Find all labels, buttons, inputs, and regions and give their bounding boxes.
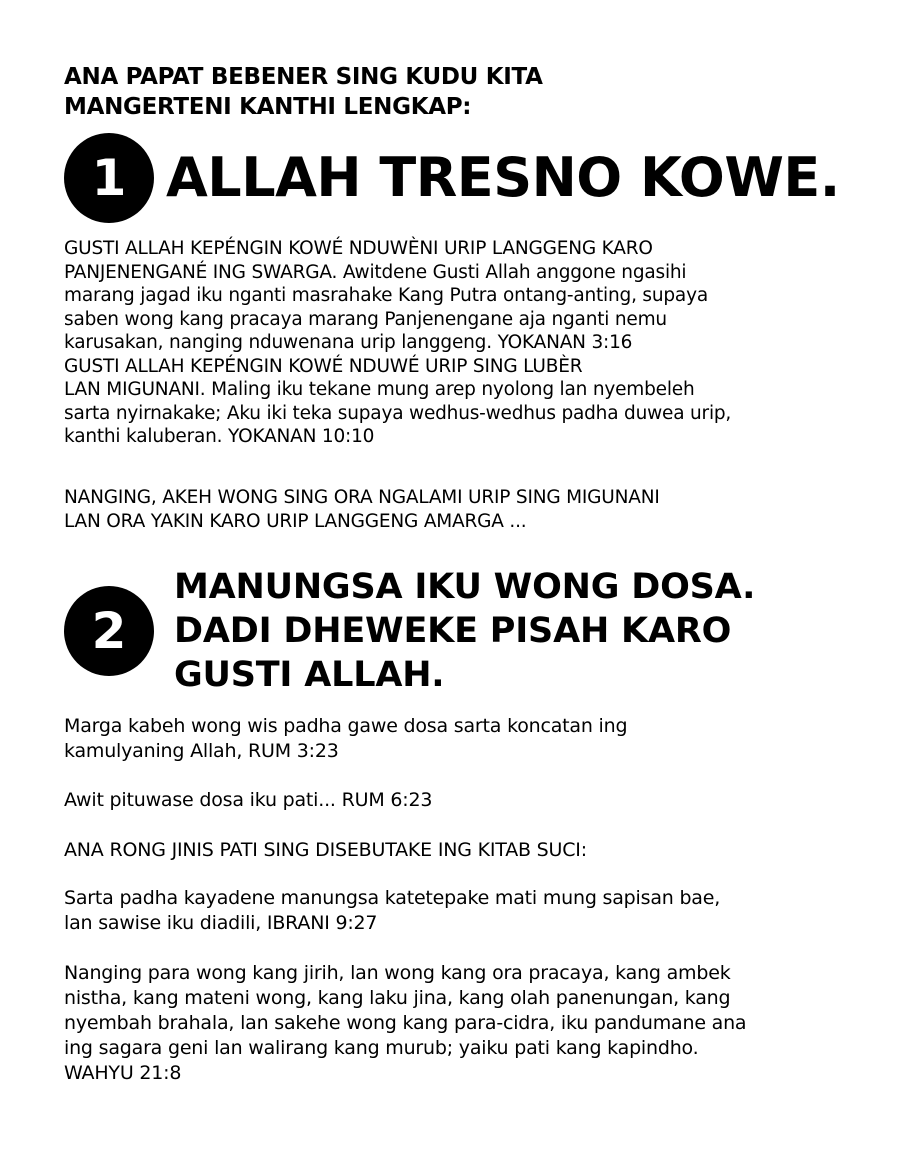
- paragraph-line: nistha, kang mateni wong, kang laku jina, kang olah panenungan, kang: [64, 987, 731, 1009]
- section-1-body: [64, 237, 854, 449]
- number-badge-2: 2: [64, 586, 154, 676]
- title-line: MANUNGSA IKU WONG DOSA.: [174, 567, 756, 607]
- section-2-paragraph-3: [64, 838, 854, 863]
- closing-line: NANGING, AKEH WONG SING ORA NGALAMI URIP SING MIGUNANI: [64, 487, 660, 508]
- paragraph-line: lan sawise iku diadili, IBRANI 9:27: [64, 912, 378, 934]
- body-line: sarta nyirnakake; Aku iki teka supaya wedhus-wedhus padha duwea urip,: [64, 402, 732, 424]
- section-1-title: ALLAH TRESNO KOWE.: [166, 146, 840, 209]
- paragraph-line: Awit pituwase dosa iku pati... RUM 6:23: [64, 789, 433, 811]
- section-2-header: [64, 565, 755, 697]
- body-line: GUSTI ALLAH KEPÉNGIN KOWÉ NDUWÈNI URIP LANGGENG KARO: [64, 238, 653, 259]
- paragraph-line: WAHYU 21:8: [64, 1062, 182, 1084]
- body-line: karusakan, nanging nduwenana urip langgeng. YOKANAN 3:16: [64, 332, 633, 353]
- intro-heading: [64, 62, 844, 122]
- paragraph-line: nyembah brahala, lan sakehe wong kang para-cidra, iku pandumane ana: [64, 1012, 747, 1034]
- body-line: PANJENENGANÉ ING SWARGA. Awitdene Gusti Allah anggone ngasihi: [64, 261, 687, 283]
- body-line: kanthi kaluberan. YOKANAN 10:10: [64, 426, 375, 447]
- section-2-paragraph-5: [64, 961, 854, 1086]
- body-line: GUSTI ALLAH KEPÉNGIN KOWÉ NDUWÉ URIP SING LUBÈR: [64, 355, 583, 377]
- section-2-paragraph-4: [64, 886, 854, 936]
- paragraph-line: kamulyaning Allah, RUM 3:23: [64, 740, 339, 762]
- paragraph-line: ing sagara geni lan walirang kang murub; yaiku pati kang kapindho.: [64, 1037, 699, 1059]
- body-line: marang jagad iku nganti masrahake Kang Putra ontang-anting, supaya: [64, 285, 708, 306]
- closing-line: LAN ORA YAKIN KARO URIP LANGGENG AMARGA ...: [64, 510, 527, 532]
- intro-line: MANGERTENI KANTHI LENGKAP:: [64, 94, 472, 120]
- paragraph-line: Sarta padha kayadene manungsa katetepake mati mung sapisan bae,: [64, 887, 721, 909]
- section-2-paragraph-1: [64, 714, 854, 764]
- title-line: GUSTI ALLAH.: [174, 655, 445, 695]
- number-badge-1: 1: [64, 133, 154, 223]
- paragraph-line: Marga kabeh wong wis padha gawe dosa sarta koncatan ing: [64, 715, 628, 737]
- section-1-closing: [64, 486, 854, 533]
- body-line: LAN MIGUNANI. Maling iku tekane mung arep nyolong lan nyembeleh: [64, 379, 695, 400]
- body-line: saben wong kang pracaya marang Panjenengane aja nganti nemu: [64, 308, 667, 330]
- paragraph-line: Nanging para wong kang jirih, lan wong kang ora pracaya, kang ambek: [64, 962, 731, 984]
- section-2-title: [174, 565, 755, 697]
- intro-line: ANA PAPAT BEBENER SING KUDU KITA: [64, 64, 543, 90]
- paragraph-line: ANA RONG JINIS PATI SING DISEBUTAKE ING KITAB SUCI:: [64, 839, 587, 861]
- section-1-header: [64, 133, 840, 223]
- title-line: DADI DHEWEKE PISAH KARO: [174, 611, 732, 651]
- section-2-paragraph-2: [64, 788, 854, 813]
